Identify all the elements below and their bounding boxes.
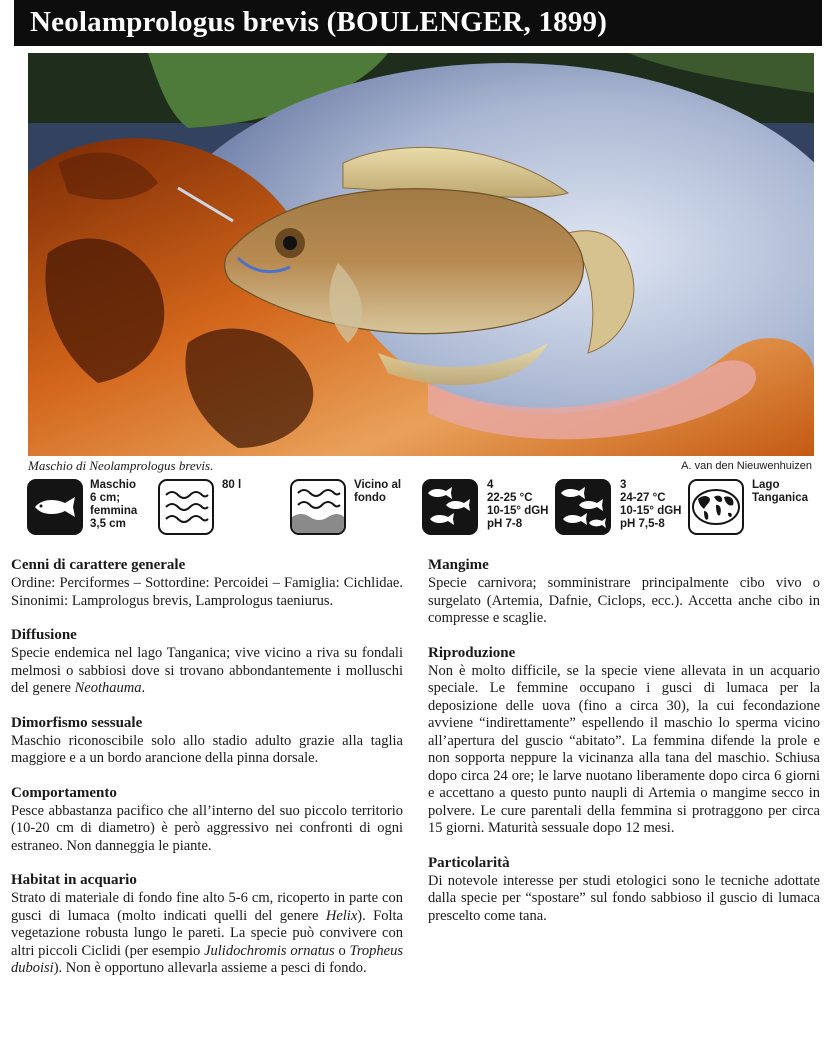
swimming-zone-bottom-icon — [290, 479, 346, 535]
section-heading: Diffusione — [11, 627, 77, 643]
genus-name: Neothauma — [74, 680, 142, 696]
world-map-text: Lago Tanganica — [752, 479, 809, 504]
aquarium-volume-text: 80 l — [222, 479, 242, 491]
aquarium-volume-icon — [158, 479, 214, 535]
water-parameters-male-text: 4 22-25 °C 10-15° dGH pH 7-8 — [487, 479, 549, 530]
world-map-icon — [688, 479, 744, 535]
fish-photo — [28, 53, 814, 456]
fish-size-icon — [27, 479, 83, 535]
fish-size-text: Maschio 6 cm; femmina 3,5 cm — [90, 479, 138, 530]
section-body: Pesce abbastanza pacifico che all’interno del suo piccolo territorio (10-20 cm di diametro) è però aggressivo nei confronti di ogni estraneo. Non danneggia le piante. — [11, 802, 403, 854]
section-heading: Riproduzione — [428, 644, 516, 661]
section-behavior — [11, 784, 403, 856]
section-reproduction — [428, 644, 820, 838]
swimming-zone-text: Vicino al fondo — [354, 479, 402, 504]
section-body: Di notevole interesse per studi etologici sono le tecniche adottate dalla specie per “spostare” sul fondo sabbioso il guscio di lumaca prescelto come tana. — [428, 872, 820, 924]
species-name: Julidochromis ornatus — [204, 942, 335, 959]
section-heading: Particolarità — [428, 854, 510, 871]
section-body: Specie carnivora; somministrare principalmente cibo vivo o surgelato (Artemia, Dafnie, Ciclops, ecc.). Accetta anche cibo in compresse e scaglie. — [428, 575, 820, 626]
section-heading: Cenni di carattere generale — [11, 557, 186, 573]
section-notes — [428, 854, 820, 926]
section-body: Strato di materiale di fondo fine alto 5-6 cm, ricoperto in parte con gusci di lumaca (molto indicati quelli del genere Helix). Folta vegetazione robusta lungo le pareti. La specie può convivere con altri piccoli Ciclidi (per esempio Julidochromis ornatus o Tropheus duboisi). Non è opportuno allevarla assieme a pesci di fondo. — [11, 890, 404, 976]
section-general — [11, 556, 403, 610]
right-column — [428, 556, 820, 941]
left-column — [11, 556, 403, 994]
water-parameters-breeding-icon — [555, 479, 611, 535]
species-name: Tropheus duboisi — [11, 942, 404, 976]
section-heading: Habitat in acquario — [11, 872, 137, 888]
section-heading: Comportamento — [11, 784, 117, 801]
title-bar — [14, 0, 822, 46]
section-body: Maschio riconoscibile solo allo stadio adulto grazie alla taglia maggiore e a un bordo arancione della pinna dorsale. — [11, 732, 403, 766]
section-food — [428, 556, 820, 628]
genus-name: Helix — [325, 907, 358, 924]
section-dimorphism — [11, 714, 403, 768]
section-body: Specie endemica nel lago Tanganica; vive vicino a riva su fondali melmosi o sabbiosi dove si trovano abbondantemente i molluschi del genere Neothauma. — [11, 645, 403, 696]
water-parameters-male-icon — [422, 479, 478, 535]
section-body: Non è molto difficile, se la specie viene allevata in un acquario speciale. Le femmine occupano i gusci di lumaca per la deposizione delle uova (fino a circa 30), la cui fecondazione avviene “indirettamente” espellendo il maschio lo sperma vicino all’apertura del guscio “abitato”. La femmina difende la prole e non sopporta neppure la vicinanza alla tana del maschio. Schiusa dopo circa 24 ore; le larve nuotano liberamente dopo circa 6 giorni e accettano a questo punto naupli di Artemia o mangime secco in polvere. Le cure parentali della femmina si protraggono per circa 15 giorni. Maturità sessuale dopo 12 mesi. — [428, 662, 820, 836]
section-habitat — [11, 871, 403, 978]
photo-caption: Maschio di Neolamprologus brevis. — [28, 458, 214, 473]
photo-credit: A. van den Nieuwenhuizen — [681, 460, 812, 472]
section-body: Ordine: Perciformes – Sottordine: Percoidei – Famiglia: Cichlidae. Sinonimi: Lamprologus brevis, Lamprologus taeniurus. — [11, 575, 403, 609]
water-parameters-breeding-text: 3 24-27 °C 10-15° dGH pH 7,5-8 — [620, 479, 682, 530]
page-title: Neolamprologus brevis (BOULENGER, 1899) — [30, 6, 608, 38]
section-heading: Dimorfismo sessuale — [11, 714, 143, 731]
section-heading: Mangime — [428, 557, 489, 573]
section-distribution — [11, 626, 403, 698]
